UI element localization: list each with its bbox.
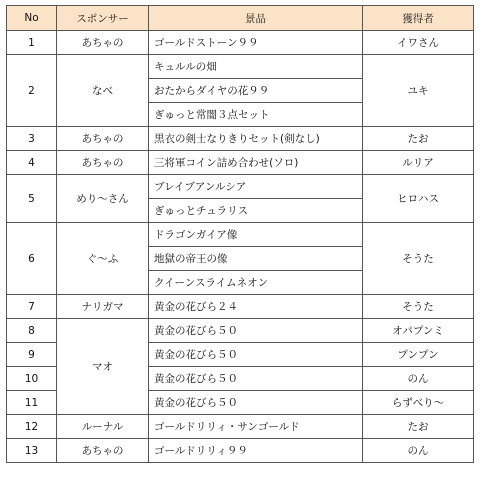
cell-winner: たお xyxy=(363,127,474,151)
header-row xyxy=(7,6,474,31)
cell-no: 9 xyxy=(7,343,57,367)
cell-prize: ゴールドリリィ９９ xyxy=(149,439,363,463)
cell-winner: イワさん xyxy=(363,31,474,55)
header-prize: 景品 xyxy=(149,6,363,31)
cell-prize: 黄金の花びら２４ xyxy=(149,295,363,319)
cell-sponsor: あちゃの xyxy=(57,151,149,175)
table-row xyxy=(7,439,474,463)
table-row xyxy=(7,295,474,319)
cell-sponsor: マオ xyxy=(57,319,149,415)
cell-winner: らずべり～ xyxy=(363,391,474,415)
table-row xyxy=(7,31,474,55)
cell-prize: 黄金の花びら５０ xyxy=(149,391,363,415)
cell-prize: 黄金の花びら５０ xyxy=(149,367,363,391)
cell-prize: 黒衣の剣士なりきりセット(剣なし) xyxy=(149,127,363,151)
cell-sponsor: ぐ～ふ xyxy=(57,223,149,295)
cell-no: 8 xyxy=(7,319,57,343)
prize-table xyxy=(6,5,474,463)
cell-prize: ゴールドリリィ・サンゴールド xyxy=(149,415,363,439)
cell-winner: ヒロハス xyxy=(363,175,474,223)
cell-no: 5 xyxy=(7,175,57,223)
cell-winner: のん xyxy=(363,439,474,463)
cell-winner: たお xyxy=(363,415,474,439)
cell-sponsor: なべ xyxy=(57,55,149,127)
prize-table-container xyxy=(6,5,474,463)
cell-winner: オパプンミ xyxy=(363,319,474,343)
cell-no: 11 xyxy=(7,391,57,415)
header-winner: 獲得者 xyxy=(363,6,474,31)
cell-no: 1 xyxy=(7,31,57,55)
cell-sponsor: あちゃの xyxy=(57,31,149,55)
table-row xyxy=(7,127,474,151)
cell-prize: ぎゅっとチュラリス xyxy=(149,199,363,223)
cell-prize: ブレイブアンルシア xyxy=(149,175,363,199)
cell-no: 3 xyxy=(7,127,57,151)
cell-sponsor: あちゃの xyxy=(57,439,149,463)
cell-sponsor: ナリガマ xyxy=(57,295,149,319)
table-row xyxy=(7,151,474,175)
cell-winner: ルリア xyxy=(363,151,474,175)
cell-prize: キュルルの畑 xyxy=(149,55,363,79)
cell-prize: 三将軍コイン詰め合わせ(ソロ) xyxy=(149,151,363,175)
cell-sponsor: ルーナル xyxy=(57,415,149,439)
cell-prize: おたからダイヤの花９９ xyxy=(149,79,363,103)
cell-winner: ユキ xyxy=(363,55,474,127)
header-no: No xyxy=(7,6,57,31)
cell-prize: 黄金の花びら５０ xyxy=(149,319,363,343)
cell-winner: のん xyxy=(363,367,474,391)
cell-sponsor: あちゃの xyxy=(57,127,149,151)
cell-prize: 黄金の花びら５０ xyxy=(149,343,363,367)
cell-sponsor: めり～さん xyxy=(57,175,149,223)
cell-prize: クイーンスライムネオン xyxy=(149,271,363,295)
header-sponsor: スポンサー xyxy=(57,6,149,31)
cell-no: 4 xyxy=(7,151,57,175)
cell-prize: ドラゴンガイア像 xyxy=(149,223,363,247)
cell-prize: ゴールドストーン９９ xyxy=(149,31,363,55)
cell-no: 7 xyxy=(7,295,57,319)
cell-winner: プンプン xyxy=(363,343,474,367)
cell-no: 6 xyxy=(7,223,57,295)
cell-no: 13 xyxy=(7,439,57,463)
table-row xyxy=(7,223,474,247)
cell-no: 2 xyxy=(7,55,57,127)
cell-prize: 地獄の帝王の像 xyxy=(149,247,363,271)
table-row xyxy=(7,415,474,439)
cell-winner: そうた xyxy=(363,295,474,319)
table-row xyxy=(7,319,474,343)
cell-no: 12 xyxy=(7,415,57,439)
table-row xyxy=(7,175,474,199)
table-row xyxy=(7,55,474,79)
cell-prize: ぎゅっと常闇３点セット xyxy=(149,103,363,127)
cell-no: 10 xyxy=(7,367,57,391)
cell-winner: そうた xyxy=(363,223,474,295)
